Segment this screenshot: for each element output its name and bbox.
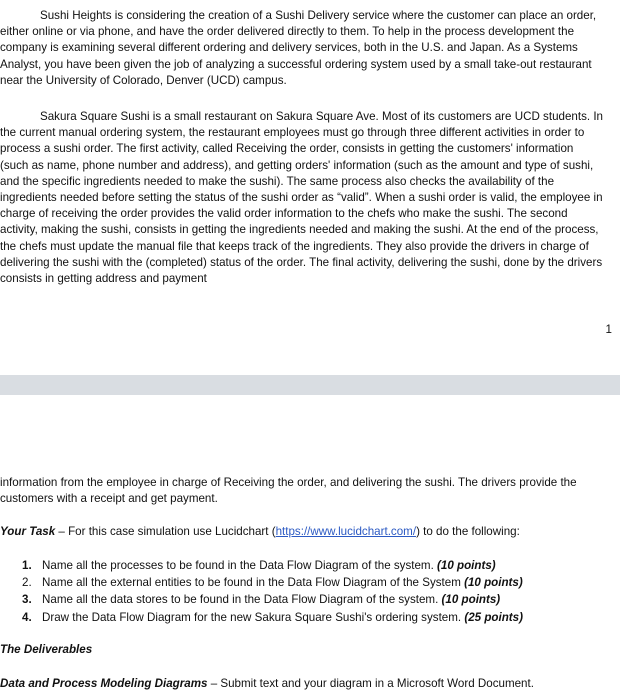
case-description-paragraph: Sakura Square Sushi is a small restaurant on Sakura Square Ave. Most of its customers are UCD students. In the current manual ordering system, the restaurant employees must go through three different activities in order to process a sushi order. The first activity, called Receiving the order, consists in getting the customers' information (such as name, phone number and address), and getting orders' information (such as the amount and type of sushi, and the specific ingredients needed to make the sushi). The same process also checks the availability of the ingredients needed before setting the status of the sushi order as “valid”. When a sushi order is valid, the employee in charge of receiving the order provides the valid order information to the chefs who make the sushi. The second activity, making the sushi, consists in getting the ingredients needed and making the sushi. At the end of the process, the chefs must update the manual file that keeps track of the ingredients. They also provide the drivers in charge of delivering the sushi with the (completed) status of the order. The final activity, delivering the sushi, done by the drivers consists in getting address and payment: [0, 110, 603, 286]
task-instructions: [0, 524, 520, 540]
list-item-points: (10 points): [441, 593, 501, 607]
deliverables-heading: The Deliverables: [0, 643, 93, 656]
list-item-number: 3.: [22, 593, 32, 607]
document-page-2: [0, 395, 620, 700]
list-item-text: Name all the external entities to be found in the Data Flow Diagram of the System: [42, 576, 465, 590]
lucidchart-link[interactable]: https://www.lucidchart.com/: [275, 525, 417, 538]
deliverables-text: – Submit text and your diagram in a Microsoft Word Document.: [207, 677, 534, 690]
list-item: [22, 609, 523, 626]
list-item-number: 4.: [22, 610, 32, 624]
continued-paragraph: information from the employee in charge of Receiving the order, and delivering the sushi. The drivers provide the customers with a receipt and get payment.: [0, 476, 577, 506]
list-item-points: (25 points): [464, 610, 523, 624]
list-item: [22, 557, 523, 574]
list-item-points: (10 points): [437, 559, 496, 572]
page-number: 1: [605, 323, 612, 336]
list-item: [22, 591, 523, 608]
task-text-after: ) to do the following:: [416, 525, 520, 538]
task-list: [22, 557, 523, 626]
intro-paragraph: Sushi Heights is considering the creation of a Sushi Delivery service where the customer can place an order, either online or via phone, and have the order delivered directly to them. To help in the process development the company is examining several different ordering and delivery services, both in the U.S. and Japan. As a Systems Analyst, you have been given the job of analyzing a successful ordering system used by a small take-out restaurant near the University of Colorado, Denver (UCD) campus.: [0, 9, 597, 87]
list-item-points: (10 points): [464, 576, 523, 590]
list-item-text: Name all the processes to be found in the Data Flow Diagram of the system.: [42, 559, 438, 572]
task-text-before: – For this case simulation use Lucidchart (: [55, 525, 276, 538]
list-item-number: 1.: [22, 559, 32, 572]
deliverables-description: [0, 677, 534, 690]
task-label: Your Task: [0, 525, 56, 538]
list-item: [22, 574, 523, 591]
page-break-divider: [0, 375, 620, 395]
list-item-number: 2.: [22, 576, 32, 590]
deliverables-label: Data and Process Modeling Diagrams: [0, 677, 208, 690]
list-item-text: Draw the Data Flow Diagram for the new Sakura Square Sushi's ordering system.: [42, 610, 465, 624]
list-item-text: Name all the data stores to be found in the Data Flow Diagram of the system.: [42, 593, 442, 607]
